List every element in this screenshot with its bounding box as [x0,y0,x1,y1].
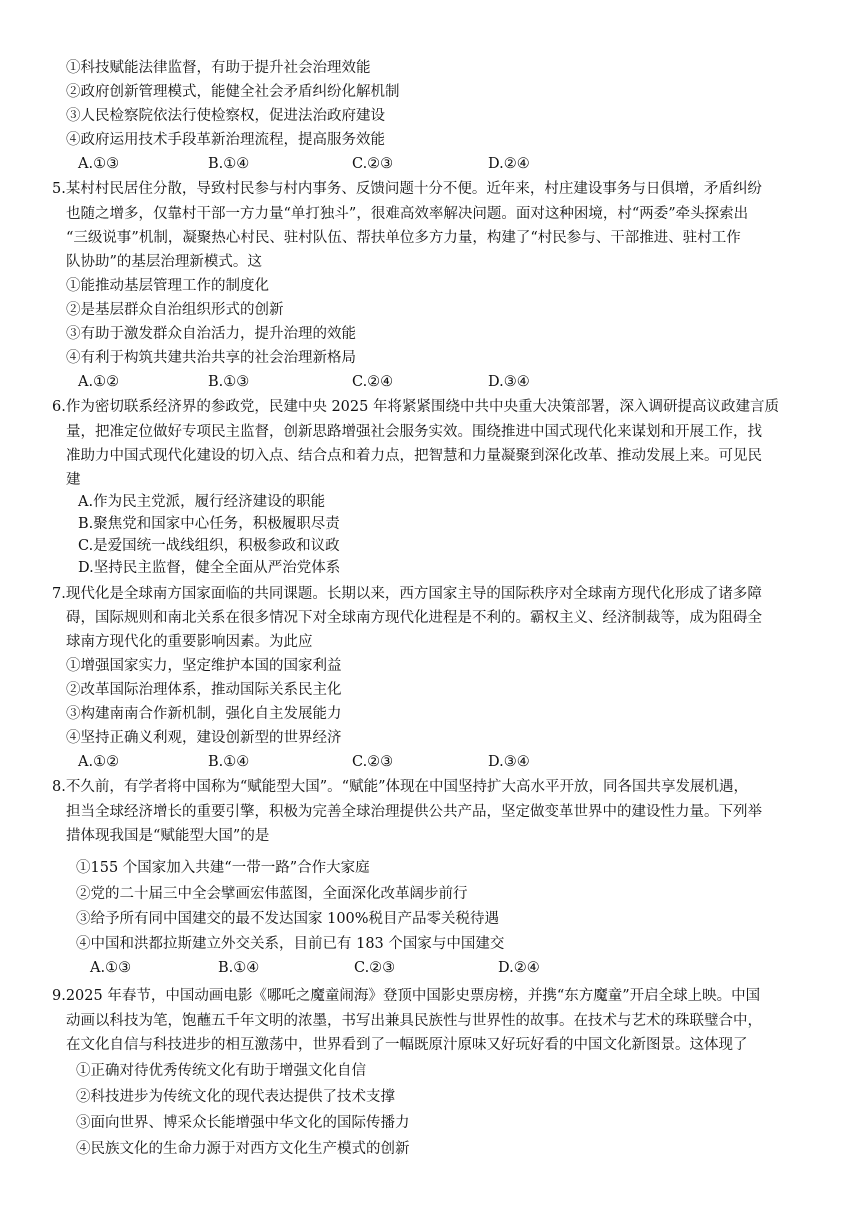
q8-item-4: ④中国和洪都拉斯建立外交关系，目前已有 183 个国家与中国建交 [76,936,505,952]
q8-option-b: B.①④ [218,960,260,976]
q8-stem-line-1: 8.不久前，有学者将中国称为“赋能型大国”。“赋能”体现在中国坚持扩大高水平开放，同各国共享发展机遇， [52,779,748,795]
q5-option-c: C.②④ [352,374,394,390]
q8-item-1: ①155 个国家加入共建“一带一路”合作大家庭 [76,860,370,876]
q5-item-2: ②是基层群众自治组织形式的创新 [66,302,284,318]
q8-item-3: ③给予所有同中国建交的最不发达国家 100%税目产品零关税待遇 [76,911,500,927]
q4-item-4: ④政府运用技术手段革新治理流程，提高服务效能 [66,132,385,148]
q5-option-d: D.③④ [488,374,530,390]
q4-item-3: ③人民检察院依法行使检察权，促进法治政府建设 [66,108,385,124]
q6-option-a: A.作为民主党派，履行经济建设的职能 [78,494,326,510]
q6-stem-line-4: 建 [66,472,81,488]
q7-item-2: ②改革国际治理体系，推动国际关系民主化 [66,682,342,698]
q8-item-2: ②党的二十届三中全会擘画宏伟蓝图，全面深化改革阔步前行 [76,886,468,902]
q6-stem-line-3: 准助力中国式现代化建设的切入点、结合点和着力点，把智慧和力量凝聚到深化改革、推动发展上来。可见民 [66,448,762,464]
q5-item-1: ①能推动基层管理工作的制度化 [66,278,269,294]
q9-item-4: ④民族文化的生命力源于对西方文化生产模式的创新 [76,1141,410,1157]
q5-stem-line-4: 队协助”的基层治理新模式。这 [66,254,262,270]
q9-item-3: ③面向世界、博采众长能增强中华文化的国际传播力 [76,1115,410,1131]
q4-option-c: C.②③ [352,156,394,172]
q8-option-c: C.②③ [354,960,396,976]
q7-stem-line-1: 7.现代化是全球南方国家面临的共同课题。长期以来，西方国家主导的国际秩序对全球南方现代化形成了诸多障 [52,586,762,602]
q4-item-1: ①科技赋能法律监督，有助于提升社会治理效能 [66,60,371,76]
q9-stem-line-1: 9.2025 年春节，中国动画电影《哪吒之魔童闹海》登顶中国影史票房榜，并携“东方魔童”开启全球上映。中国 [52,988,761,1004]
q5-stem-line-1: 5.某村村民居住分散，导致村民参与村内事务、反馈问题十分不便。近年来，村庄建设事务与日俱增，矛盾纠纷 [52,181,762,197]
q9-stem-line-3: 在文化自信与科技进步的相互激荡中，世界看到了一幅既原汁原味又好玩好看的中国文化新图景。这体现了 [66,1037,748,1053]
q9-item-1: ①正确对待优秀传统文化有助于增强文化自信 [76,1063,366,1079]
q7-stem-line-2: 碍，国际规则和南北关系在很多情况下对全球南方现代化进程是不利的。霸权主义、经济制裁等，成为阻碍全 [66,610,762,626]
q6-option-c: C.是爱国统一战线组织，积极参政和议政 [78,538,340,554]
q8-option-a: A.①③ [90,960,132,976]
q9-item-2: ②科技进步为传统文化的现代表达提供了技术支撑 [76,1089,395,1105]
q4-option-a: A.①③ [78,156,120,172]
q5-option-b: B.①③ [208,374,250,390]
q6-stem-line-2: 量，把准定位做好专项民主监督，创新思路增强社会服务实效。围绕推进中国式现代化来谋划和开展工作，找 [66,424,762,440]
q7-option-c: C.②③ [352,754,394,770]
q7-option-a: A.①② [78,754,120,770]
q7-item-1: ①增强国家实力，坚定维护本国的国家利益 [66,658,342,674]
q5-stem-line-2: 也随之增多，仅靠村干部一方力量“单打独斗”，很难高效率解决问题。面对这种困境，村“两委”牵头探索出 [66,206,749,222]
q7-item-3: ③构建南南合作新机制，强化自主发展能力 [66,706,342,722]
q6-option-b: B.聚焦党和国家中心任务，积极履职尽责 [78,516,340,532]
q8-option-d: D.②④ [498,960,540,976]
q9-stem-line-2: 动画以科技为笔，饱蘸五千年文明的浓墨，书写出兼具民族性与世界性的故事。在技术与艺术的珠联璧合中， [66,1013,762,1029]
q4-option-d: D.②④ [488,156,530,172]
q4-item-2: ②政府创新管理模式，能健全社会矛盾纠纷化解机制 [66,84,400,100]
q5-stem-line-3: “三级说事”机制，凝聚热心村民、驻村队伍、帮扶单位多方力量，构建了“村民参与、干部推进、驻村工作 [66,230,741,246]
q7-stem-line-3: 球南方现代化的重要影响因素。为此应 [66,634,313,650]
q7-item-4: ④坚持正确义利观，建设创新型的世界经济 [66,730,342,746]
q6-stem-line-1: 6.作为密切联系经济界的参政党，民建中央 2025 年将紧紧围绕中共中央重大决策部署，深入调研提高议政建言质 [52,399,779,415]
q5-item-3: ③有助于激发群众自治活力，提升治理的效能 [66,326,356,342]
q5-item-4: ④有利于构筑共建共治共享的社会治理新格局 [66,350,356,366]
q4-option-b: B.①④ [208,156,250,172]
q8-stem-line-3: 措体现我国是“赋能型大国”的是 [66,828,270,844]
q8-stem-line-2: 担当全球经济增长的重要引擎，积极为完善全球治理提供公共产品，坚定做变革世界中的建设性力量。下列举 [66,804,762,820]
q6-option-d: D.坚持民主监督，健全全面从严治党体系 [78,560,341,576]
q7-option-b: B.①④ [208,754,250,770]
q5-option-a: A.①② [78,374,120,390]
q7-option-d: D.③④ [488,754,530,770]
